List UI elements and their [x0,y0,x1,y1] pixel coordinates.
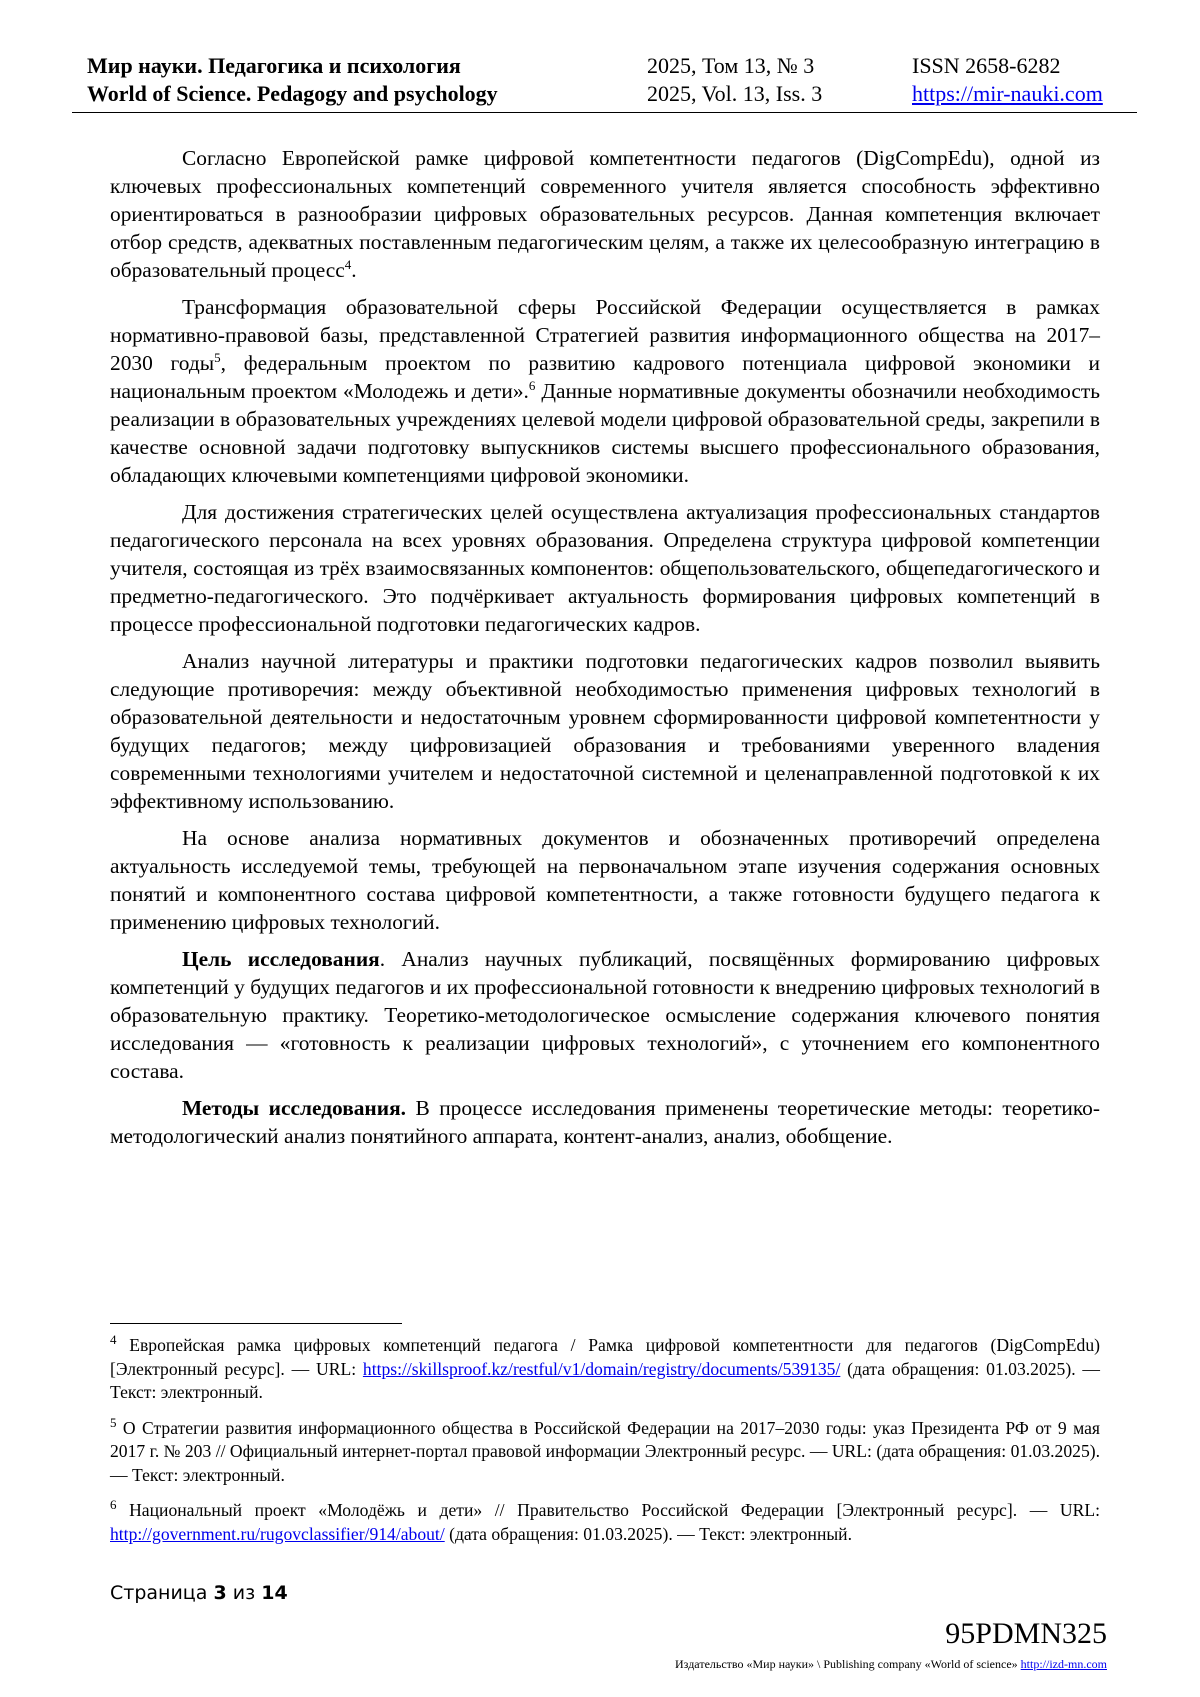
article-code: 95PDMN325 [945,1617,1107,1650]
paragraph-1: Согласно Европейской рамке цифровой компетентности педагогов (DigCompEdu), одной из ключевых профессиональных компетенций современного учителя является способность эффективно ориентироваться в разнообразии цифровых образовательных ресурсов. Данная компетенция включает отбор средств, адекватных поставленным педагогическим целям, а также их целесообразную интеграцию в образовательный процесс$^4$. [110,146,1100,282]
journal-title-en: World of Science. Pedagogy and psychology [87,81,498,106]
footnote-6-link[interactable]: http://government.ru/rugovclassifier/914/about/ [110,1523,445,1544]
footnote-4-link[interactable]: https://skillsproof.kz/restful/v1/domain/registry/documents/539135/ [362,1358,841,1379]
article-body [110,144,1100,1159]
methods-heading: Методы исследования. [182,1096,407,1120]
issue-en: 2025, Vol. 13, Iss. 3 [647,81,823,106]
paragraph-4: Анализ научной литературы и практики подготовки педагогических кадров позволил выявить следующие противоречия: между объективной необходимостью применения цифровых технологий в образовательной деятельности и недостаточным уровнем сформированности цифровой компетентности у будущих педагогов; между цифровизацией образования и требованиями уверенного владения современными технологиями учителем и недостаточной системной и целенаправленной подготовкой к их эффективному использованию. [110,649,1100,813]
issn: ISSN 2658-6282 [912,53,1061,78]
footnote-ref-5[interactable]: 5 [214,349,221,365]
footnote-divider [110,1323,402,1324]
footnote-5: $^5$ О Стратегии развития информационного общества в Российской Федерации на 2017–2030 годы: указ Президента РФ от 9 мая 2017 г. № 203 // Официальный интернет-портал правовой информации Электронный ресурс. — URL: (дата обращения: 01.03.2025). — Текст: электронный. [110,1414,1100,1485]
journal-site-link[interactable]: https://mir-nauki.com [912,81,1103,106]
issue-info [647,52,822,108]
footnote-4: $^4$ Европейская рамка цифровых компетенций педагога / Рамка цифровой компетентности для педагогов (DigCompEdu) [Электронный ресурс]. — URL: https://skillsproof.kz/restful/v1/domain/registry/documents/539135/ (дата обращения: 01.03.2025). — Текст: электронный. [110,1332,1100,1402]
page-number: Страница 3 из 14 [110,1582,288,1604]
journal-title-ru: Мир науки. Педагогика и психология [87,53,461,78]
paragraph-3: Для достижения стратегических целей осуществлена актуализация профессиональных стандартов педагогического персонала на всех уровнях образования. Определена структура цифровой компетенции учителя, состоящая из трёх взаимосвязанных компонентов: общепользовательского, общепедагогического и предметно-педагогического. Это подчёркивает актуальность формирования цифровых компетенций в процессе профессиональной подготовки педагогических кадров. [110,500,1100,636]
footnotes [110,1334,1100,1558]
paragraph-goal: Цель исследования. Анализ научных публикаций, посвящённых формированию цифровых компетенций у будущих педагогов и их профессиональной готовности к внедрению цифровых технологий в образовательную практику. Теоретико-методологическое осмысление содержания ключевого понятия исследования — «готовность к реализации цифровых технологий», с уточнением его компонентного состава. [110,947,1100,1083]
footnote-ref-4[interactable]: 4 [344,256,352,272]
publisher-link[interactable]: http://izd-mn.com [1020,1657,1107,1671]
journal-title [87,52,498,108]
goal-heading: Цель исследования [182,947,380,971]
paragraph-methods: Методы исследования. В процессе исследования применены теоретические методы: теоретико-методологический анализ понятийного аппарата, контент-анализ, анализ, обобщение. [110,1096,1100,1148]
header-divider [72,112,1137,113]
footnote-6: $^6$ Национальный проект «Молодёжь и дети» // Правительство Российской Федерации [Электронный ресурс]. — URL: http://government.ru/rugovclassifier/914/about/ (дата обращения: 01.03.2025). — Текст: электронный. [110,1497,1100,1544]
paragraph-5: На основе анализа нормативных документов и обозначенных противоречий определена актуальность исследуемой темы, требующей на первоначальном этапе изучения содержания основных понятий и компонентного состава цифровой компетентности, а также готовности будущего педагога к применению цифровых технологий. [110,826,1100,934]
publisher-line: Издательство «Мир науки» \ Publishing company «World of science» http://izd-mn.com [675,1657,1107,1671]
issn-block [912,52,1103,108]
footnote-ref-6[interactable]: 6 [528,377,536,393]
paragraph-2: Трансформация образовательной сферы Российской Федерации осуществляется в рамках нормативно-правовой базы, представленной Стратегией развития информационного общества на 2017–2030 годы$^5$, федеральным проектом по развитию кадрового потенциала цифровой экономики и национальным проектом «Молодежь и дети».$^6$ Данные нормативные документы обозначили необходимость реализации в образовательных учреждениях целевой модели цифровой образовательной среды, закрепили в качестве основной задачи подготовку выпускников системы высшего профессионального образования, обладающих ключевыми компетенциями цифровой экономики. [110,295,1100,487]
issue-ru: 2025, Том 13, № 3 [647,53,815,78]
